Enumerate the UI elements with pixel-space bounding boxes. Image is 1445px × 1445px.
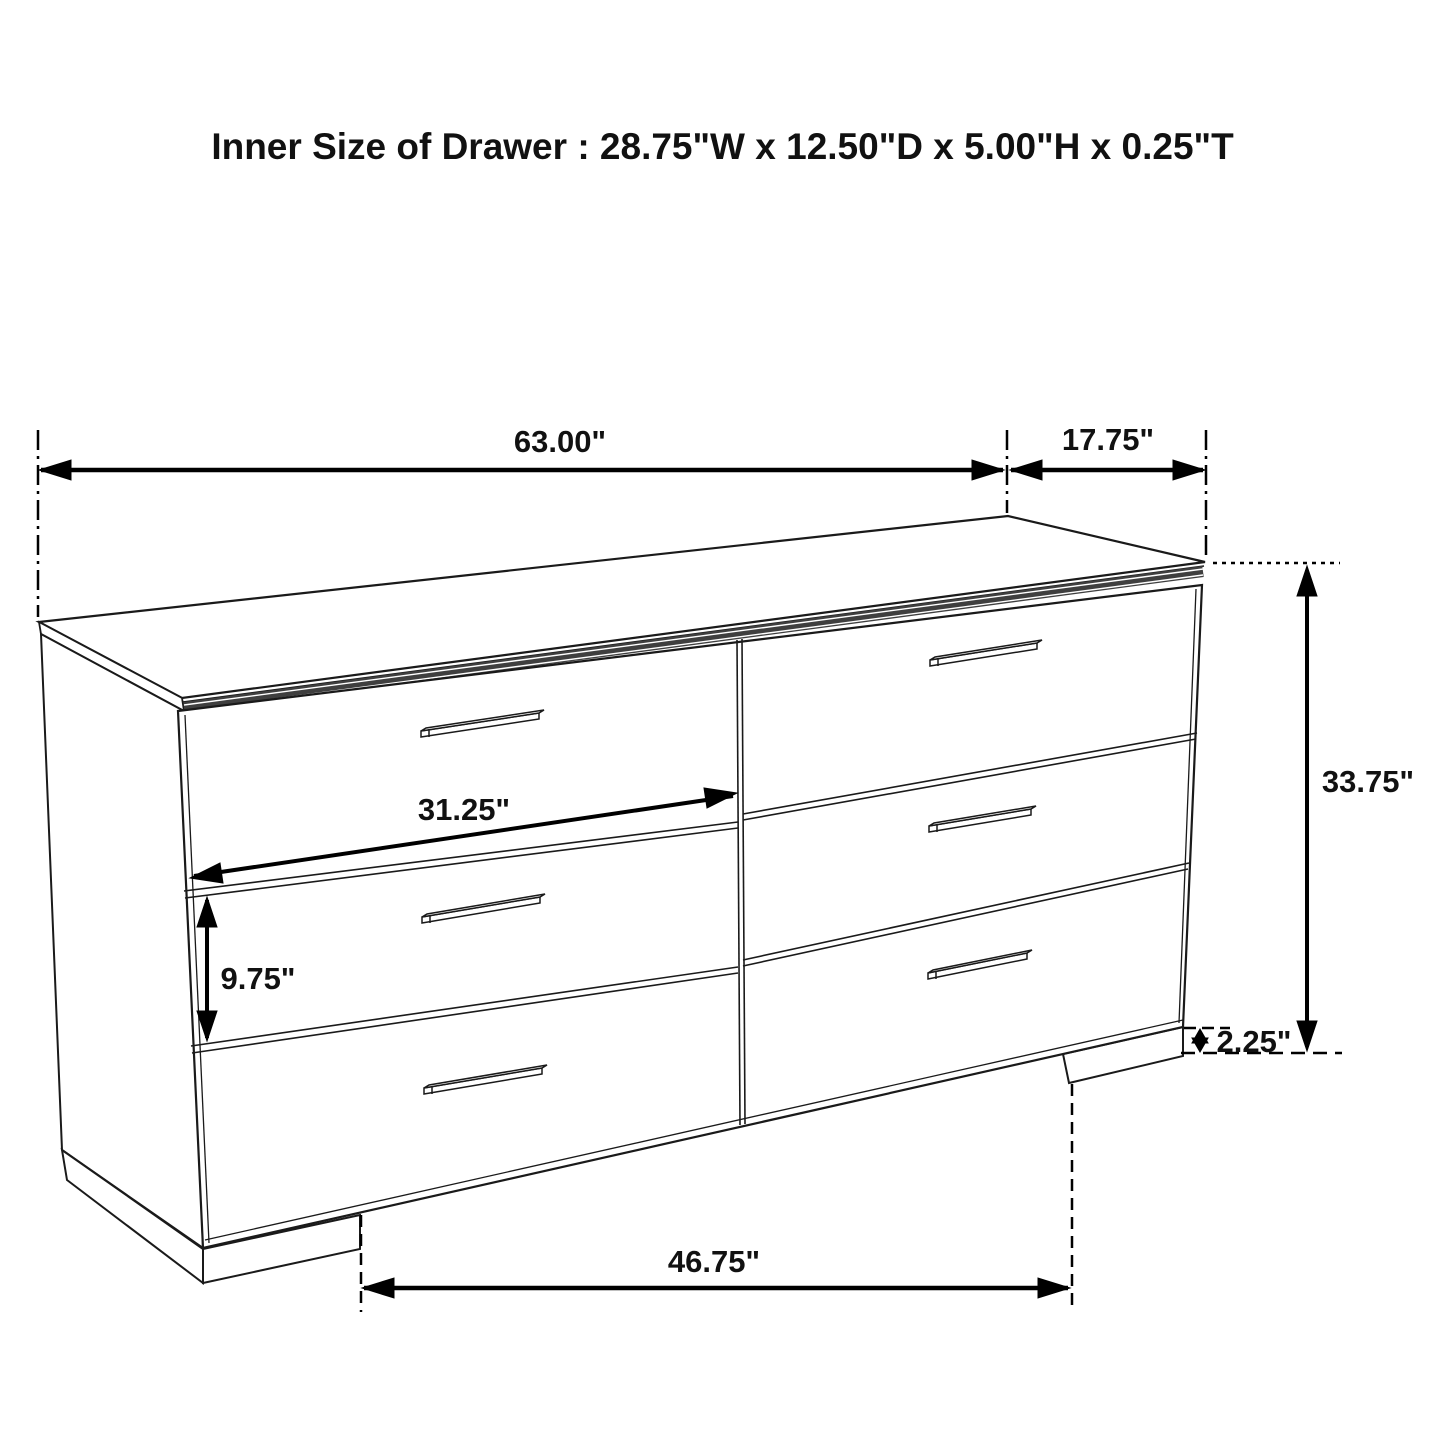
dim-label-base-height: 2.25"	[1216, 1024, 1292, 1059]
page-title: Inner Size of Drawer : 28.75"W x 12.50"D x 5.00"H x 0.25"T	[211, 126, 1234, 167]
arrowhead	[972, 460, 1004, 480]
dim-label-drawer-front-height: 9.75"	[220, 961, 296, 996]
dresser	[39, 516, 1205, 1283]
dim-label-top-depth: 17.75"	[1061, 422, 1155, 457]
dim-label-feet-span: 46.75"	[667, 1244, 761, 1279]
arrowhead	[1173, 460, 1205, 480]
arrowhead	[1297, 1021, 1317, 1051]
arrowhead	[1010, 460, 1042, 480]
dim-base-height	[1184, 1024, 1292, 1059]
dim-overall-height	[1181, 563, 1414, 1053]
arrowhead	[362, 1278, 394, 1298]
dim-label-drawer-front-width: 31.25"	[417, 792, 511, 827]
arrowhead	[39, 460, 71, 480]
arrowhead	[1297, 566, 1317, 596]
dim-label-overall-width: 63.00"	[513, 424, 607, 459]
arrowhead	[1192, 1038, 1208, 1052]
arrowhead	[1038, 1278, 1070, 1298]
dim-label-overall-height: 33.75"	[1321, 764, 1415, 799]
